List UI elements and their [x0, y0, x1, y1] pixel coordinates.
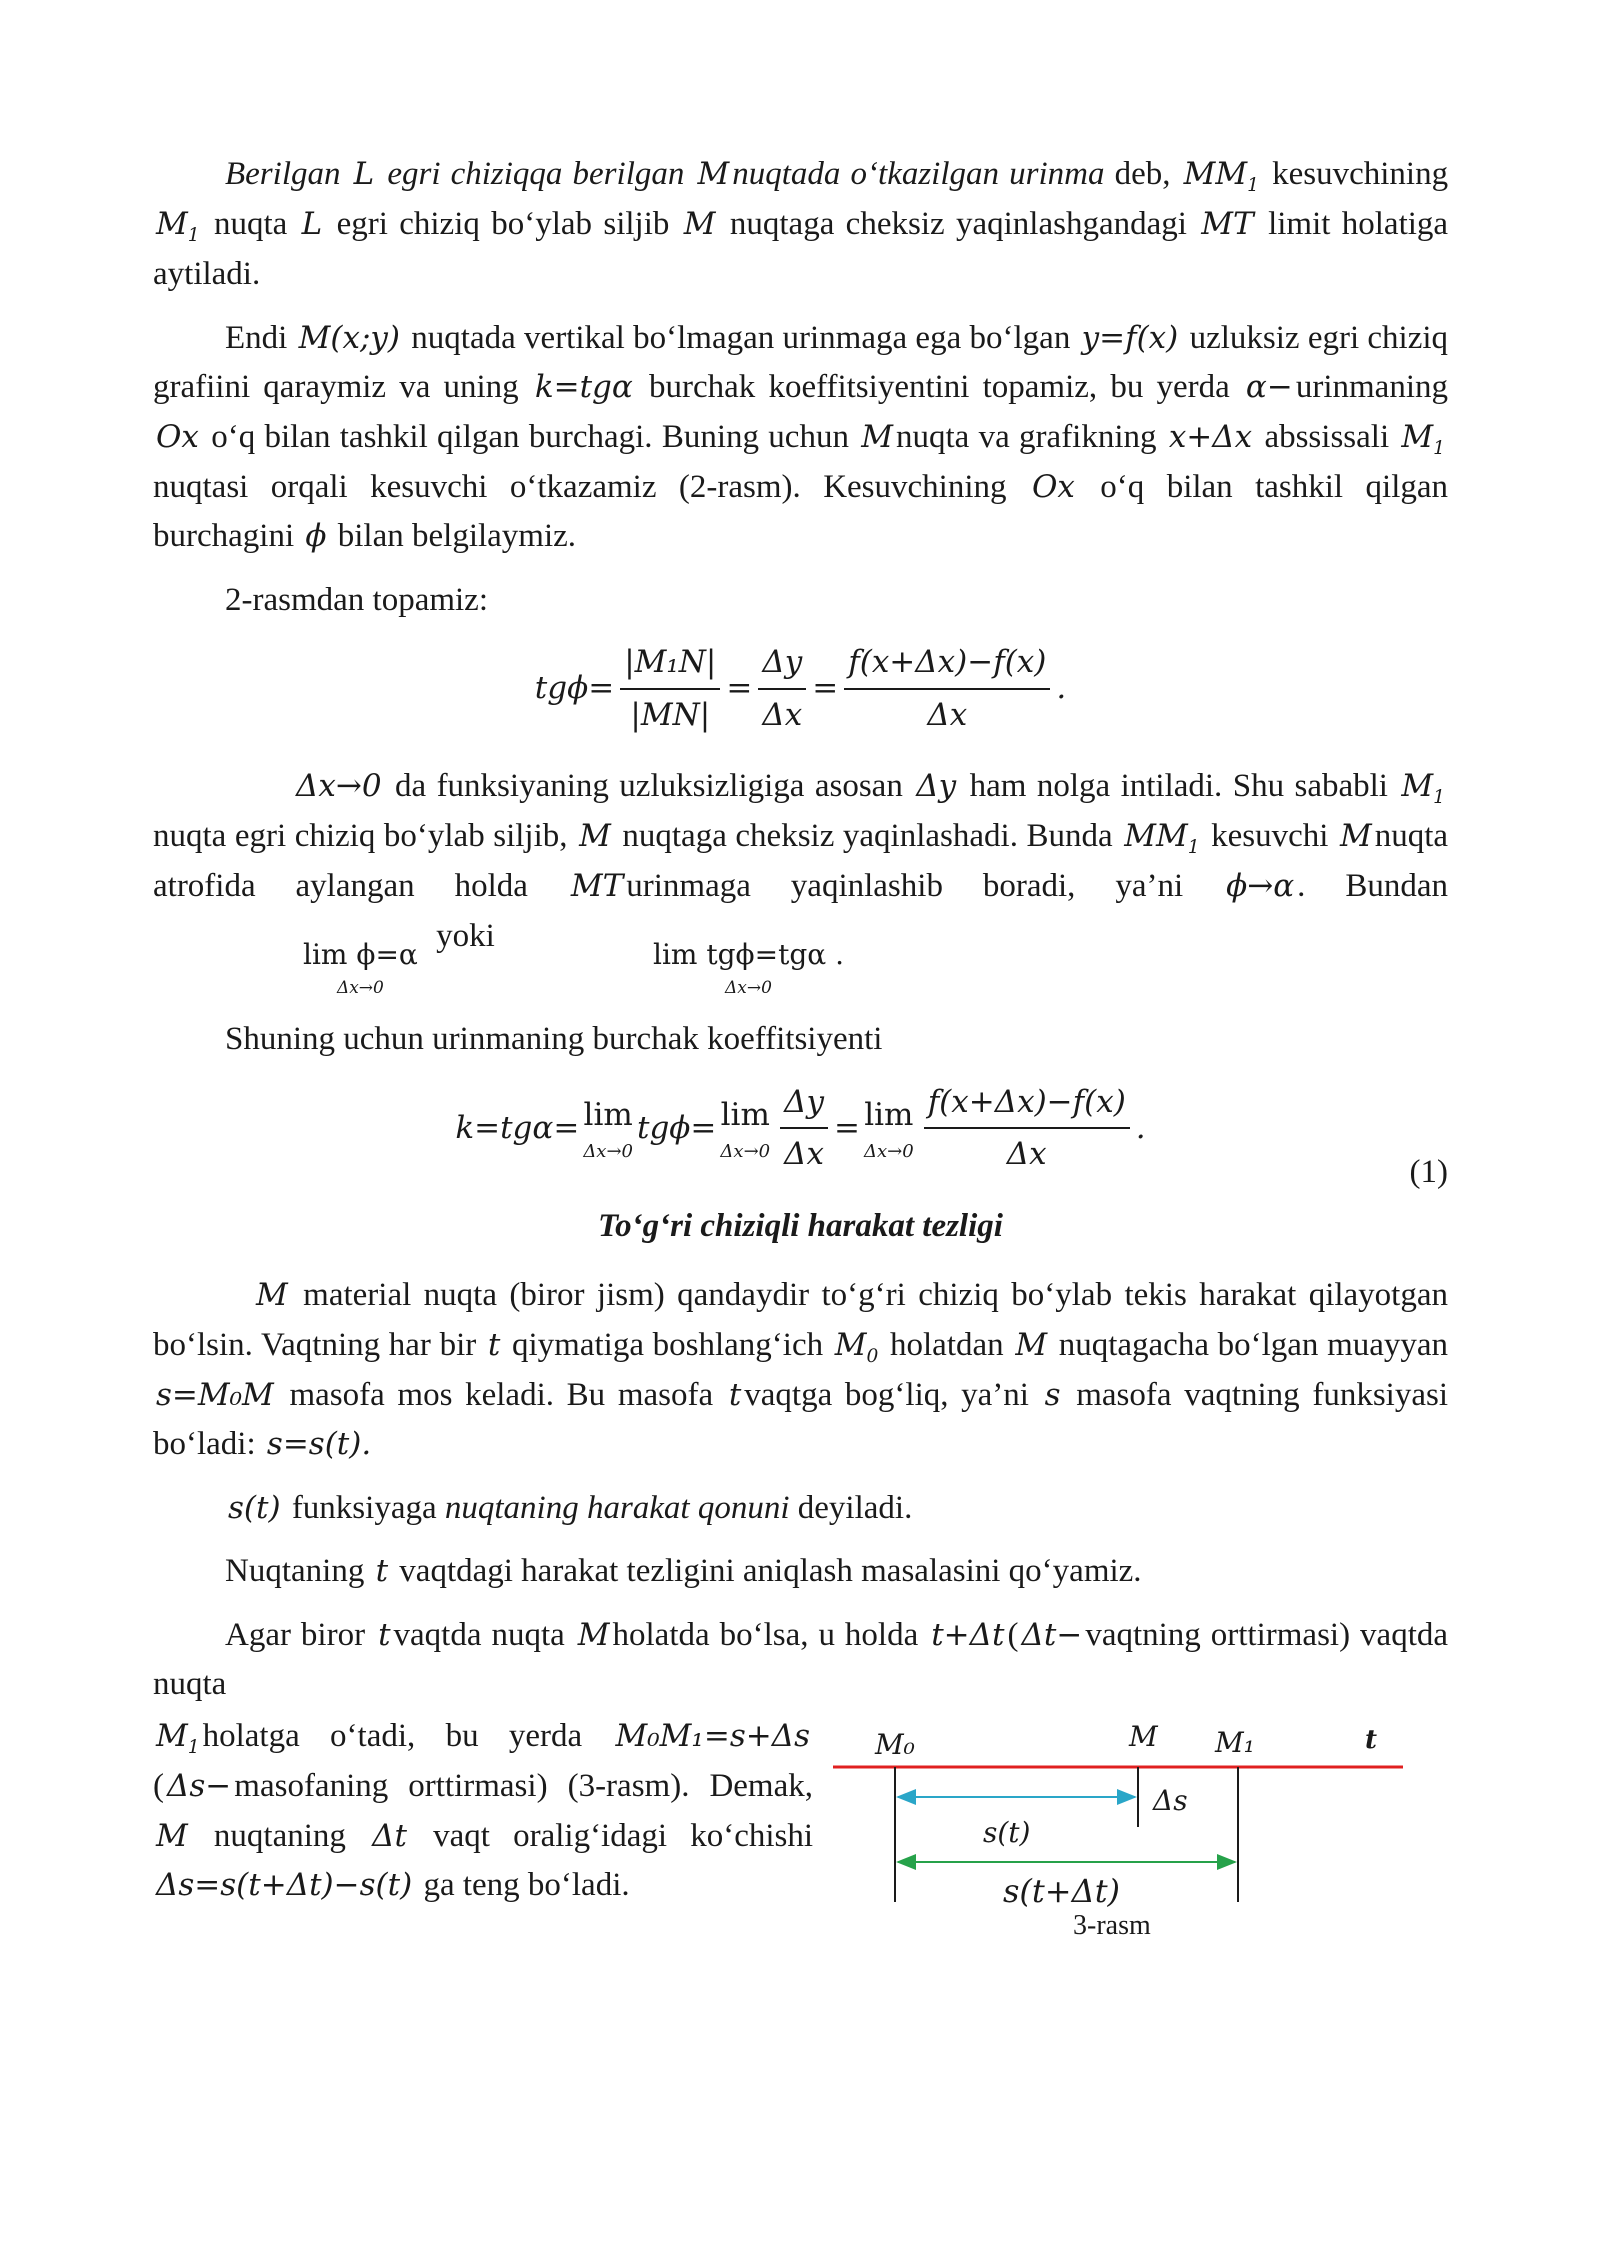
figure-3-diagram: [833, 1712, 1413, 1962]
paragraph-therefore: Shuning uchun urinmaning burchak koeffitsiyenti: [225, 1021, 883, 1058]
paragraph-from-figure: 2-rasmdan topamiz:: [225, 581, 489, 618]
paragraph-definition: Berilgan L egri chiziqqa berilgan Mnuqtada o‘tkazilgan urinma deb, $MM_1$ kesuvchining $M_1$ nuqta L egri chiziq bo‘ylab siljib M nuqtaga cheksiz yaqinlashgandagi MT limit holatiga aytiladi.: [153, 156, 1449, 293]
paragraph-motion: M material nuqta (biror jism) qandaydir to‘g‘ri chiziq bo‘ylab tekis harakat qilayotgan bo‘lsin. Vaqtning har bir t qiymatiga boshlang‘ich $M_0$ holatdan M nuqtagacha bo‘lgan muayyan s=M₀M masofa mos keladi. Bu masofa tvaqtga bog‘liq, ya’ni s masofa vaqtning funksiyasi bo‘ladi: s=s(t).: [153, 1277, 1449, 1463]
label-stdt: s(t+Δt): [1003, 1871, 1121, 1910]
paragraph-tangent-slope: Endi M(x;y) nuqtada vertikal bo‘lmagan urinmaga ega bo‘lgan y=f(x) uzluksiz egri chiziq grafiini qaraymiz va uning k=tgα burchak koeffitsiyentini topamiz, bu yerda α−urinmaning Ox o‘q bilan tashkil qilgan burchagi. Buning uchun Mnuqta va grafikning x+Δx abssissali $M_1$ nuqtasi orqali kesuvchi o‘tkazamiz (2-rasm). Kesuvchining Ox o‘q bilan tashkil qilgan burchagini ϕ bilan belgilaymiz.: [153, 319, 1449, 555]
page-content: [153, 150, 1449, 1941]
section-heading: To‘g‘ri chiziqli harakat tezligi: [598, 1207, 1003, 1244]
label-m0: M₀: [875, 1727, 915, 1761]
paragraph-velocity-problem: Nuqtaning t vaqtdagi harakat tezligini aniqlash masalasini qo‘yamiz.: [225, 1553, 1142, 1590]
paragraph-displacement: $M_1holatga$ o‘tadi, bu yerda M₀M₁=s+Δs (Δs−masofaning orttirmasi) (3-rasm). Demak, M nuqtaning Δt vaqt oralig‘idagi ko‘chishi Δs=s(t+Δt)−s(t) ga teng bo‘ladi.: [153, 1717, 814, 1904]
formula-slope: k=tgα= lim Δx→0 tgϕ= lim Δx→0 $\frac{\Delta y}{\Delta x}$ = lim Δx→0 $\frac{f(x+\Delta x)-f(x)}{\Delta x}$ . (1): [153, 1079, 1448, 1178]
figure-caption: 3-rasm: [1073, 1909, 1151, 1941]
figure-block: [153, 1712, 1448, 1941]
label-m: M: [1129, 1719, 1158, 1753]
label-st: s(t): [983, 1815, 1031, 1849]
label-t: t: [1365, 1724, 1378, 1755]
formula-tg-phi: tgϕ= $\frac{\text{|M₁N|}}{|MN|}$ = $\frac{\Delta y}{\Delta x}$ = $\frac{f(x+\Delta x)-f(x)}{\Delta x}$ .: [153, 639, 1448, 738]
label-m1: M₁: [1215, 1725, 1255, 1759]
paragraph-increment: Agar biror tvaqtda nuqta Mholatda bo‘lsa, u holda t+Δt(Δt−vaqtning orttirmasi) vaqtda nuqta: [153, 1616, 1449, 1703]
paragraph-motion-law: s(t) funksiyaga nuqtaning harakat qonuni deyiladi.: [228, 1489, 913, 1526]
paragraph-limit: Δx→0 da funksiyaning uzluksizligiga asosan Δy ham nolga intiladi. Shu sababli $M_1$ nuqta egri chiziq bo‘ylab siljib, M nuqtaga cheksiz yaqinlashadi. Bunda $MM_1$ kesuvchi Mnuqta atrofida aylangan holda MTurinmaga yaqinlashib boradi, ya’ni ϕ→α. Bundan lim ϕ=α Δx→0 yoki lim tgϕ=tgα . Δx→0: [153, 768, 1449, 998]
equation-number: (1): [1409, 1154, 1448, 1191]
label-ds: Δs: [1153, 1783, 1188, 1817]
